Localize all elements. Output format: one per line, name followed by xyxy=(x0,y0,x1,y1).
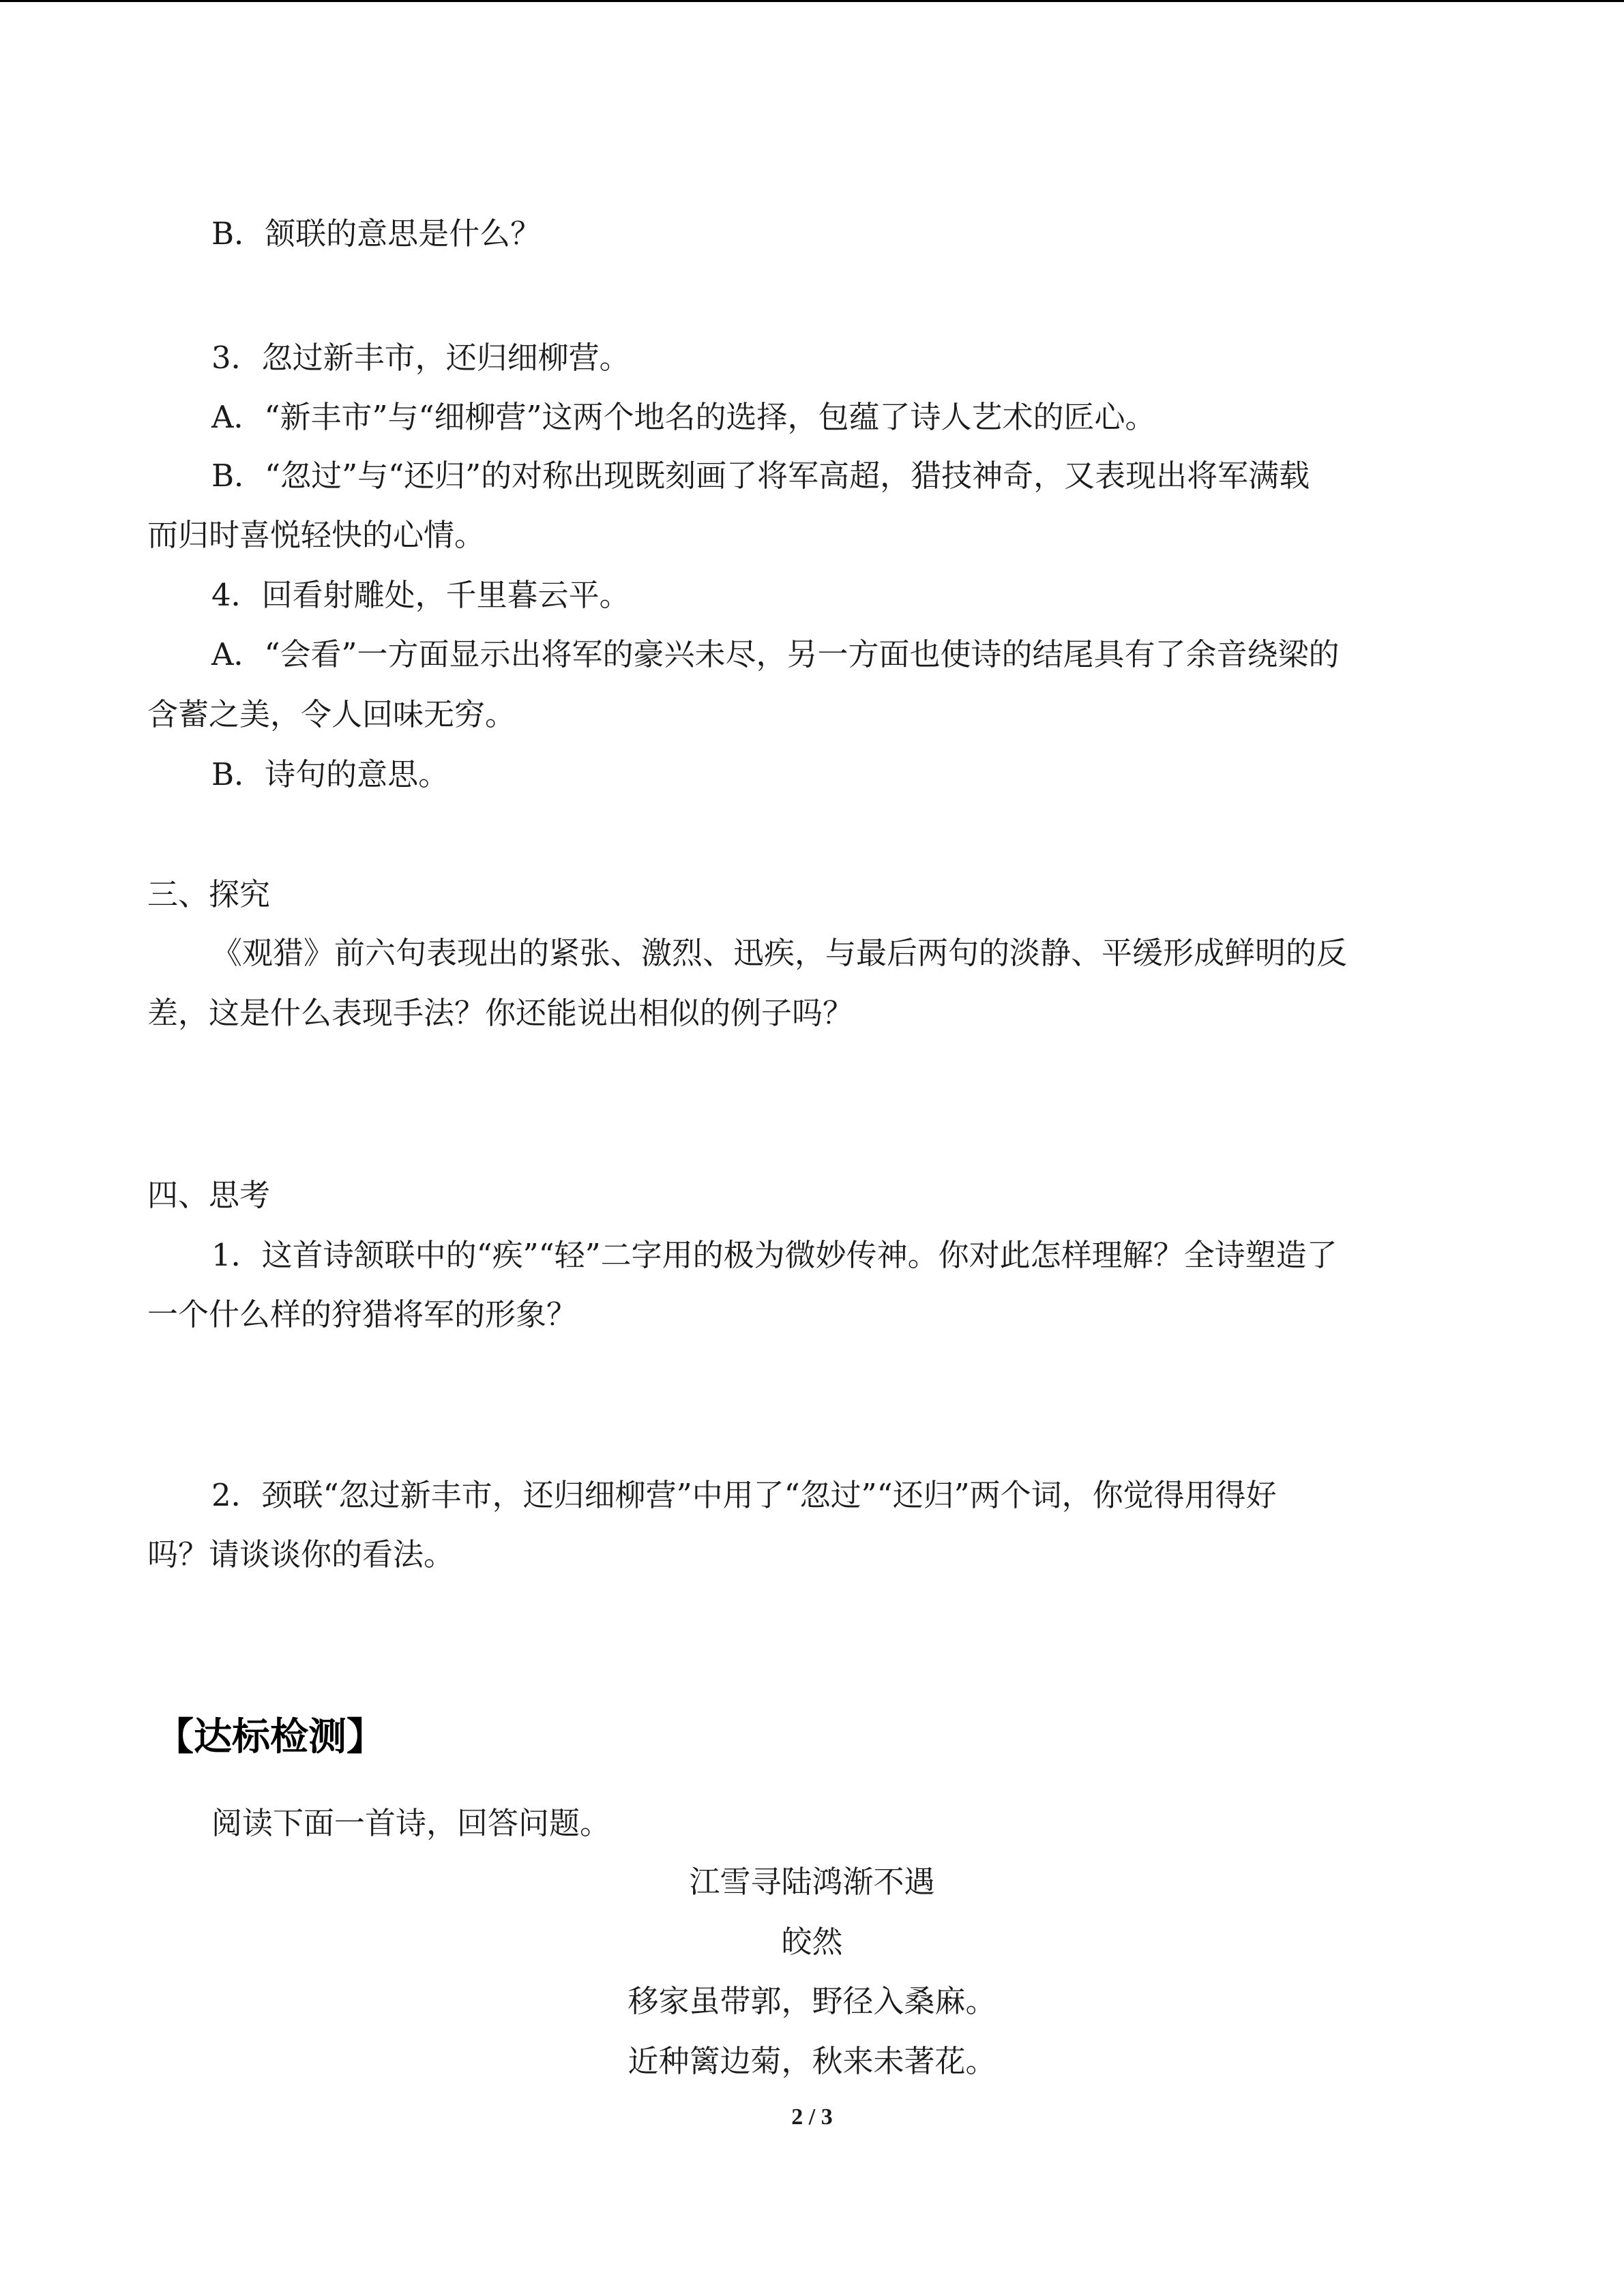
think-question-2: 2．颈联“忽过新丰市，还归细柳营”中用了“忽过”“还归”两个词，你觉得用得好 xyxy=(211,1477,1277,1513)
explore-text-cont: 差，这是什么表现手法？你还能说出相似的例子吗？ xyxy=(147,995,854,1031)
question-4b: B．诗句的意思。 xyxy=(211,756,449,792)
think-question-2-cont: 吗？请谈谈你的看法。 xyxy=(147,1536,455,1572)
poem-author: 皎然 xyxy=(781,1924,843,1960)
question-2b: B．颔联的意思是什么？ xyxy=(211,215,542,252)
poem-title: 江雪寻陆鸿渐不遇 xyxy=(689,1864,935,1900)
question-3b-cont: 而归时喜悦轻快的心情。 xyxy=(147,517,486,553)
question-4: 4．回看射雕处，千里暮云平。 xyxy=(211,577,630,613)
question-4a-cont: 含蓄之美，令人回味无穷。 xyxy=(147,696,516,732)
heading-explore: 三、探究 xyxy=(147,876,271,912)
question-4a: A．“会看”一方面显示出将军的豪兴未尽，另一方面也使诗的结尾具有了余音绕梁的 xyxy=(211,636,1340,672)
think-question-1-cont: 一个什么样的狩猎将军的形象？ xyxy=(147,1296,578,1332)
reading-instruction: 阅读下面一首诗，回答问题。 xyxy=(211,1805,611,1841)
question-3a: A．“新丰市”与“细柳营”这两个地名的选择，包蕴了诗人艺术的匠心。 xyxy=(211,399,1156,435)
question-3b: B．“忽过”与“还归”的对称出现既刻画了将军高超，猎技神奇，又表现出将军满载 xyxy=(211,458,1310,494)
heading-think: 四、思考 xyxy=(147,1177,271,1213)
poem-line-1: 移家虽带郭，野径入桑麻。 xyxy=(628,1983,996,2019)
section-heading: 【达标检测】 xyxy=(156,1715,385,1759)
question-3: 3．忽过新丰市，还归细柳营。 xyxy=(211,340,630,376)
page-number: 2 / 3 xyxy=(791,2104,833,2130)
poem-line-2: 近种篱边菊，秋来未著花。 xyxy=(628,2043,996,2079)
think-question-1: 1．这首诗颔联中的“疾”“轻”二字用的极为微妙传神。你对此怎样理解？全诗塑造了 xyxy=(211,1237,1338,1273)
explore-text: 《观猎》前六句表现出的紧张、激烈、迅疾，与最后两句的淡静、平缓形成鲜明的反 xyxy=(211,935,1348,971)
